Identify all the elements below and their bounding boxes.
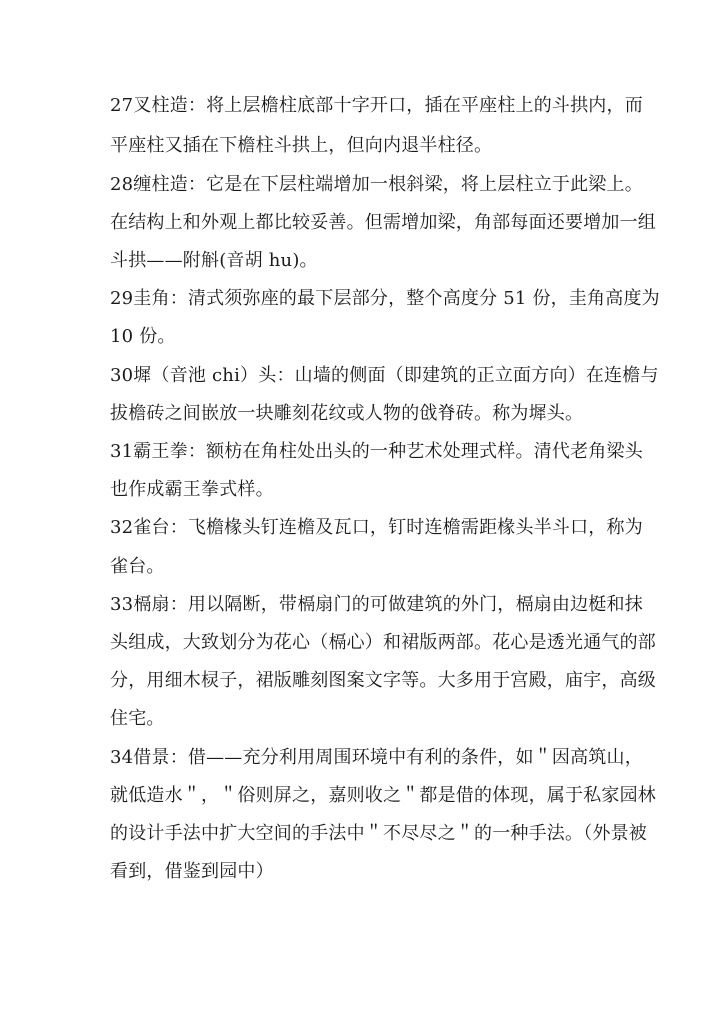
text-line: 31霸王拳：额枋在角柱处出头的一种艺术处理式样。清代老角梁头 (110, 441, 643, 462)
text-line: 就低造水＂，＂俗则屏之，嘉则收之＂都是借的体现，属于私家园林 (110, 785, 656, 806)
text-line: 28缠柱造：它是在下层柱端增加一根斜梁，将上层柱立于此梁上。 (110, 174, 643, 195)
text-line: 住宅。 (110, 708, 165, 729)
text-line: 30墀（音池 chi）头：山墙的侧面（即建筑的正立面方向）在连檐与 (110, 365, 659, 386)
text-line: 也作成霸王拳式样。 (110, 479, 274, 500)
text-line: 的设计手法中扩大空间的手法中＂不尽尽之＂的一种手法。（外景被 (110, 823, 647, 844)
text-line: 看到，借鉴到园中） (110, 861, 274, 882)
text-line: 33槅扇：用以隔断，带槅扇门的可做建筑的外门，槅扇由边梃和抹 (110, 594, 643, 615)
text-line: 拔檐砖之间嵌放一块雕刻花纹或人物的戗脊砖。称为墀头。 (110, 403, 584, 424)
text-line: 10 份。 (110, 326, 176, 347)
text-line: 27叉柱造：将上层檐柱底部十字开口，插在平座柱上的斗拱内，而 (110, 95, 643, 116)
text-line: 斗拱——附斛(音胡 hu)。 (110, 250, 318, 271)
text-line: 29圭角：清式须弥座的最下层部分，整个高度分 51 份，圭角高度为 (110, 288, 660, 309)
text-line: 分，用细木棂子，裙版雕刻图案文字等。大多用于宫殿，庙宇，高级 (110, 670, 656, 691)
text-line: 在结构上和外观上都比较妥善。但需增加梁，角部每面还要增加一组 (110, 212, 656, 233)
text-line: 34借景：借——充分利用周围环境中有利的条件，如＂因高筑山， (110, 747, 643, 768)
text-line: 头组成，大致划分为花心（槅心）和裙版两部。花心是透光通气的部 (110, 632, 656, 653)
text-line: 32雀台：飞檐椽头钉连檐及瓦口，钉时连檐需距椽头半斗口，称为 (110, 517, 643, 538)
text-line: 平座柱又插在下檐柱斗拱上，但向内退半柱径。 (110, 135, 493, 156)
text-line: 雀台。 (110, 556, 165, 577)
